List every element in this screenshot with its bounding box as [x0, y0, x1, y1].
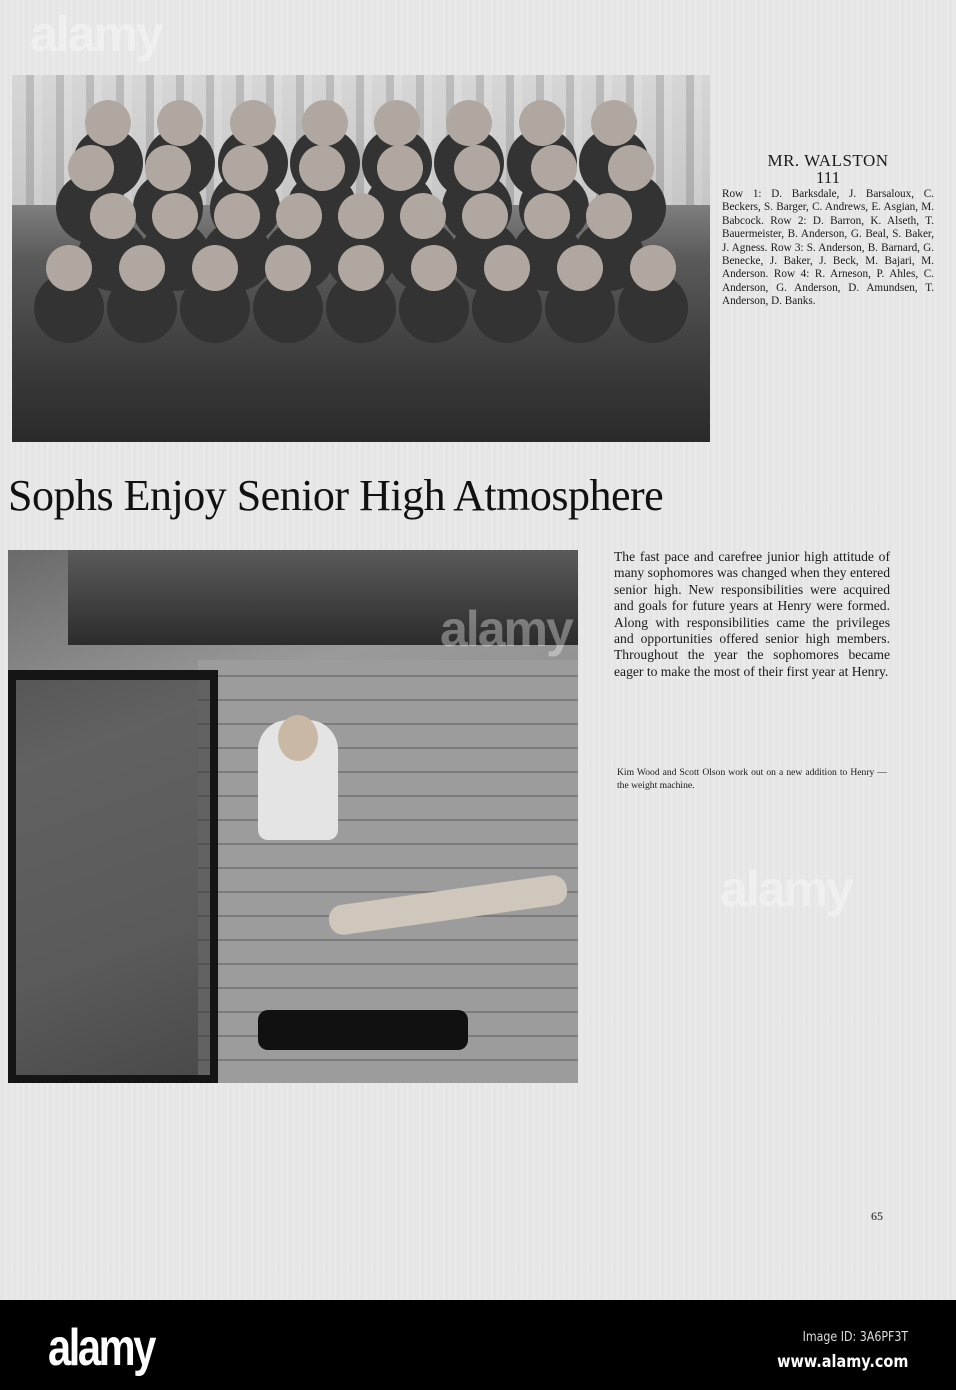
- alamy-logo: alamy: [48, 1319, 154, 1377]
- page-headline: Sophs Enjoy Senior High Atmosphere: [8, 471, 664, 520]
- class-group-photo: [12, 75, 710, 442]
- photo-row-1: [12, 245, 710, 291]
- room-number: 111: [815, 168, 841, 187]
- page-number: 65: [871, 1209, 883, 1223]
- watermark-footer: [0, 1300, 956, 1390]
- photo-row-back: [12, 100, 710, 146]
- teacher-name: MR. WALSTON: [767, 151, 889, 170]
- photo-row-3: [12, 145, 710, 191]
- weight-bench: [258, 1010, 468, 1050]
- photo-row-2: [12, 193, 710, 239]
- watermark-logo: alamy: [30, 6, 162, 62]
- class-photo-caption: [722, 152, 934, 309]
- watermark-logo: alamy: [440, 601, 572, 657]
- story-text: The fast pace and carefree junior high attitude of many sophomores was changed when they entered senior high. New responsibilities were acquired and goals for future years at Henry were formed. Along with responsibilities came the privileges and opportunities offered senior high members. Throughout the year the sophomores became eager to make the most of their first year at Henry.: [614, 549, 890, 679]
- image-id: Image ID: 3A6PF3T: [802, 1330, 908, 1345]
- student-names: Row 1: D. Barksdale, J. Barsaloux, C. Beckers, S. Barger, C. Andrews, E. Asgian, M. Babcock. Row 2: D. Barron, K. Alseth, T. Bauermeister, B. Anderson, G. Beal, S. Baker, J. Agness. Row 3: S. Anderson, B. Barnard, G. Benecke, J. Baker, J. Beck, M. Bajari, M. Anderson. Row 4: R. Arneson, P. Ahles, C. Anderson, G. Anderson, D. Amundsen, T. Anderson, D. Banks.: [722, 188, 934, 308]
- site-url: www.alamy.com: [776, 1352, 908, 1372]
- student-head: [278, 715, 318, 761]
- weight-machine-frame: [8, 670, 218, 1083]
- photo-caption: Kim Wood and Scott Olson work out on a new addition to Henry — the weight machine.: [617, 767, 887, 791]
- watermark-logo: alamy: [720, 861, 852, 917]
